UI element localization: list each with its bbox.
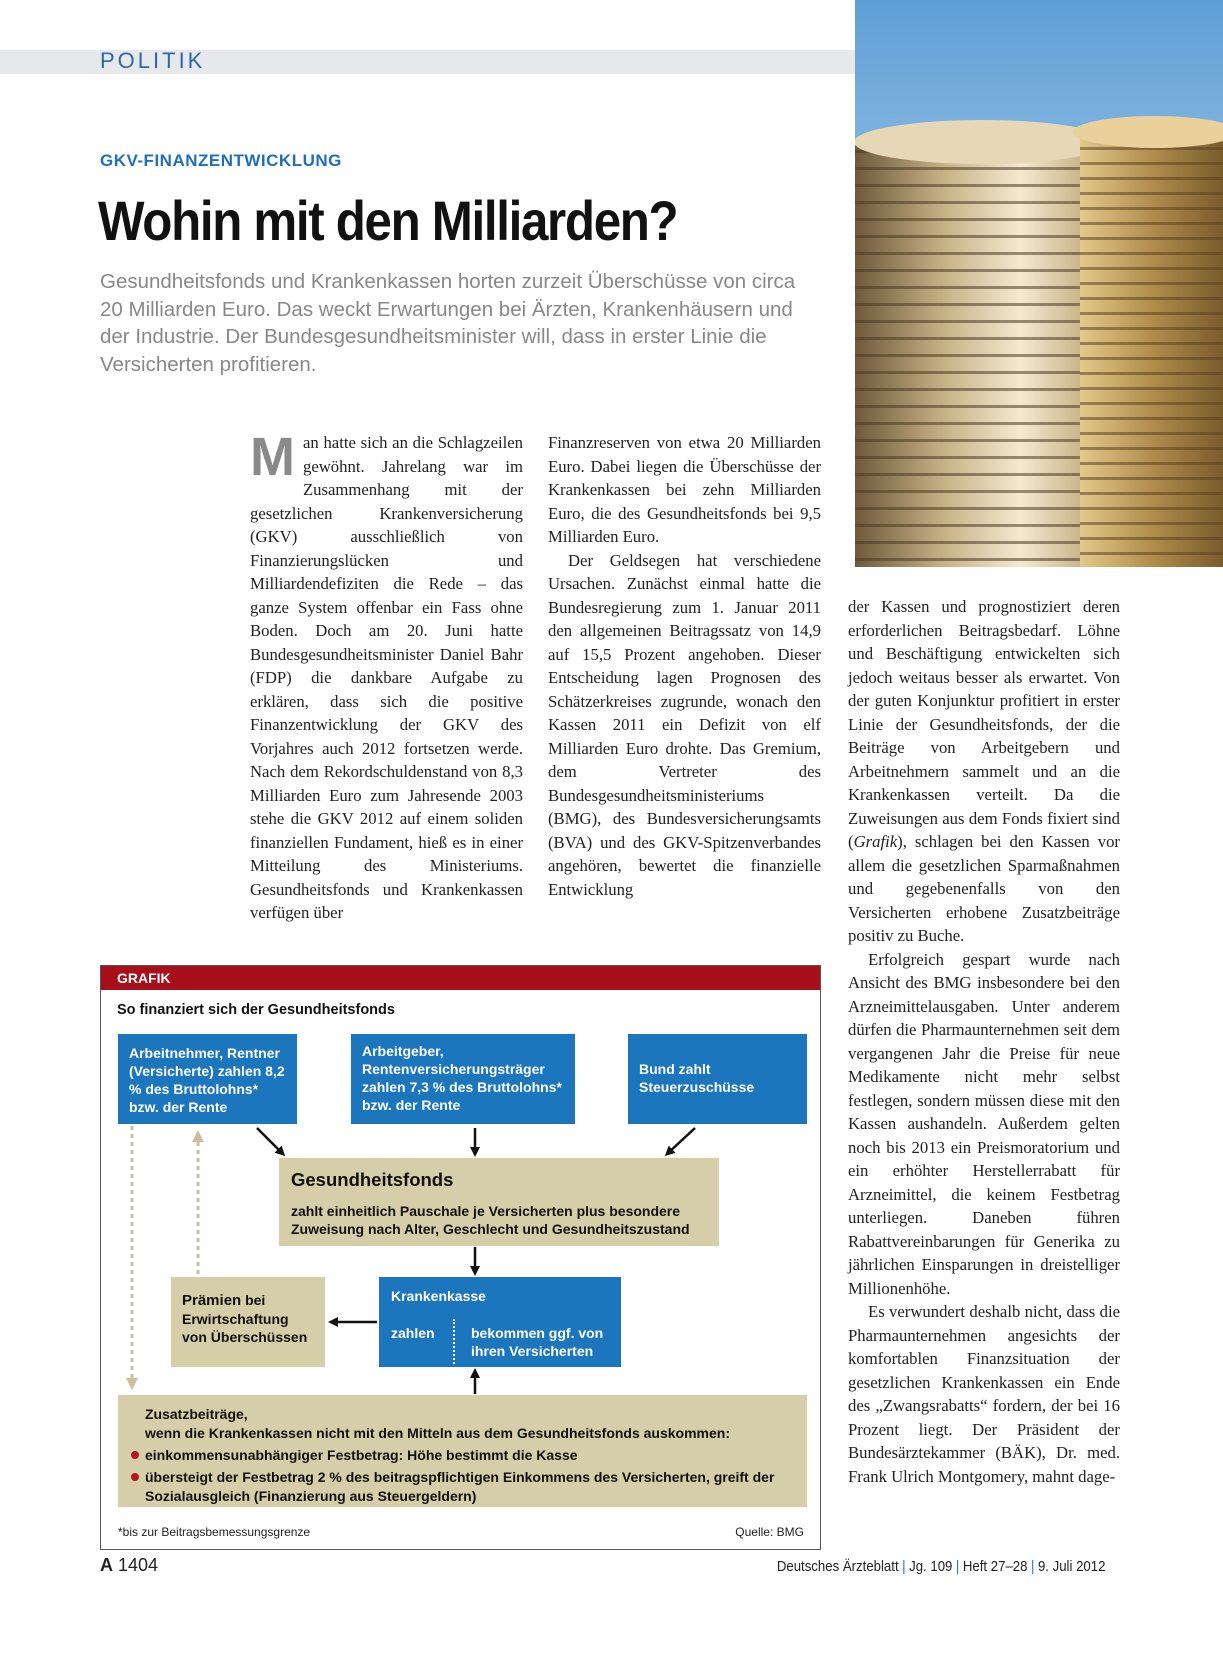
fonds-text-emphasis: einheitlich Pauschale	[326, 1203, 470, 1219]
grafik-source: Quelle: BMG	[735, 1525, 804, 1539]
grafik-reference: Grafik	[853, 832, 898, 851]
paragraph: Der Geldsegen hat verschiedene Ursachen. Zunächst einmal hatte die Bundesregierung zum 1. Januar 2011 den allgemeinen Beitragssatz von 14,9 auf 15,5 Prozent angehoben. Dieser Entscheidung lagen Prognosen des Schätzerkreises zugrunde, wonach den Kassen 2011 ein Defizit von elf Milliarden Euro drohte. Das Gremium, dem Vertreter des Bundesgesundheitsministeriums (BMG), des Bundesversicherungsamts (BVA) und des GKV-Spitzenverbandes angehören, bewertet die finanzielle Entwicklung	[548, 550, 821, 899]
paragraph	[848, 595, 1120, 948]
journal-name: Deutsches Ärzteblatt	[776, 1558, 899, 1575]
paragraph-text: ), schlagen bei den Kassen vor allem die gesetzlichen Sparmaßnahmen und gegebenenfalls von den Versicherten erhobene Zusatzbeiträge positiv zu Buche.	[848, 832, 1120, 945]
krankenkasse-title: Krankenkasse	[391, 1288, 486, 1304]
journal-issue: Heft 27–28	[962, 1558, 1027, 1575]
page-prefix: A	[100, 1555, 113, 1575]
paragraph: Erfolgreich gespart wurde nach Ansicht des BMG insbesondere bei den Arzneimittelausgaben. Unter anderem dürfen die Pharmaunternehmen seit dem vergangenen Jahr die Preise für neue Medikamente nicht mehr selbst festlegen, sondern müssen diese mit den Kassen aushandeln. Außerdem gelten noch bis 2013 ein Preismoratorium und ein erhöhter Herstellerrabatt für Arzneimittel, die keinem Festbetrag unterliegen. Daneben führen Rabattvereinbarungen für Generika zu jährlichen Einsparungen in dreistelliger Millionenhöhe.	[848, 949, 1120, 1298]
zusatz-bullet: einkommensunabhängiger Festbetrag: Höhe bestimmt die Kasse	[145, 1446, 796, 1465]
paragraph: Finanzreserven von etwa 20 Milliarden Euro. Dabei liegen die Überschüsse der Krankenkassen bei zehn Milliarden Euro, die des Gesundheitsfonds bei 9,5 Milliarden Euro.	[548, 433, 821, 546]
fonds-text	[291, 1202, 707, 1238]
krankenkasse-zahlen: zahlen	[391, 1325, 435, 1341]
column-1	[250, 427, 523, 925]
journal-footer: Deutsches Ärzteblatt | Jg. 109 | Heft 27–28 | 9. Juli 2012	[776, 1558, 1105, 1575]
page-number-value: 1404	[118, 1555, 159, 1575]
grafik-label: GRAFIK	[101, 966, 820, 990]
box-zusatzbeitraege	[118, 1395, 807, 1507]
coins-photo	[855, 0, 1223, 567]
krankenkasse-divider	[453, 1319, 455, 1364]
paragraph-text: der Kassen und prognostiziert deren erforderlichen Beitragsbedarf. Löhne und Beschäftigung entwickelten sich jedoch weitaus besser als erwartet. Von der guten Konjunktur profitiert in erster Linie der Gesundheitsfonds, der die Beiträge von Arbeitgebern und Arbeitnehmern sammelt und an die Krankenkassen verteilt. Da die Zuweisungen aus dem Fonds fixiert sind (	[848, 597, 1120, 851]
grafik-diagram	[100, 965, 821, 1550]
fonds-title: Gesundheitsfonds	[291, 1169, 454, 1190]
column-3	[848, 595, 1120, 1488]
paragraph: Es verwundert deshalb nicht, dass die Pharmaunternehmen angesichts der komfortablen Finanzsituation der gesetzlichen Krankenkassen ein Ende des „Zwangsrabatts“ fordern, der bei 16 Prozent liegt. Der Präsident der Bundesärztekammer (BÄK), Dr. med. Frank Ulrich Montgomery, mahnt dage-	[848, 1302, 1120, 1486]
arrow	[667, 1128, 695, 1154]
paragraph	[250, 427, 523, 925]
article-kicker: GKV-FINANZENTWICKLUNG	[100, 151, 342, 170]
praemien-title: Prämien	[182, 1292, 242, 1309]
paragraph-text: an hatte sich an die Schlagzeilen gewöhnt. Jahrelang war im Zusammenhang mit der gesetzlichen Krankenversicherung (GKV) ausschließlich von Finanzierungslücken und Milliardendefiziten die Rede – das ganze System offenbar ein Fass ohne Boden. Doch am 20. Juni hatte Bundesgesundheitsminister Daniel Bahr (FDP) die dankbare Aufgabe zu erklären, dass sich die positive Finanzentwicklung der GKV des Vorjahres auch 2012 fortsetzen werde. Nach dem Rekordschuldenstand von 8,3 Milliarden Euro zum Jahresende 2003 stehe die GKV 2012 auf einem soliden finanziellen Fundament, hieß es in einer Mitteilung des Ministeriums. Gesundheitsfonds und Krankenkassen verfügen über	[250, 433, 523, 922]
box-praemien	[171, 1277, 325, 1367]
praemien-text: bei Erwirtschaftung von Überschüssen	[182, 1292, 308, 1345]
fonds-text-part: je Versicherten plus besondere Zuweisung nach Alter, Geschlecht und Gesundheitszustand	[291, 1203, 690, 1237]
fonds-text-part: zahlt	[291, 1203, 327, 1219]
box-krankenkasse	[379, 1277, 621, 1367]
zusatz-line: wenn die Krankenkassen nicht mit den Mitteln aus dem Gesundheitsfonds auskommen:	[145, 1425, 731, 1441]
article-lede: Gesundheitsfonds und Krankenkassen horten zurzeit Überschüsse von circa 20 Milliarden Euro. Das weckt Erwartungen bei Ärzten, Krankenhäusern und der Industrie. Der Bundesgesundheitsminister will, dass in erster Linie die Versicherten profitieren.	[100, 270, 796, 376]
box-gesundheitsfonds	[279, 1158, 719, 1246]
krankenkasse-bekommen: bekommen ggf. von ihren Versicherten	[471, 1325, 604, 1359]
journal-date: 9. Juli 2012	[1037, 1558, 1105, 1575]
box-arbeitgeber: Arbeitgeber, Rentenversicherungsträger zahlen 7,3 % des Bruttolohns* bzw. der Rente	[351, 1034, 575, 1124]
grafik-footnote: *bis zur Beitragsbemessungsgrenze	[118, 1525, 311, 1539]
box-arbeitnehmer: Arbeitnehmer, Rentner (Versicherte) zahlen 8,2 % des Bruttolohns* bzw. der Rente	[118, 1034, 297, 1124]
arrow	[257, 1128, 283, 1154]
section-label: POLITIK	[100, 48, 206, 73]
column-2	[548, 431, 821, 901]
zusatz-bullet: übersteigt der Festbetrag 2 % des beitragspflichtigen Einkommens des Versicherten, greift der Sozialausgleich (Finanzierung aus Steuergeldern)	[145, 1468, 796, 1506]
page-number	[100, 1555, 158, 1576]
journal-volume: Jg. 109	[908, 1558, 952, 1575]
article-headline: Wohin mit den Milliarden?	[98, 189, 678, 252]
zusatz-title: Zusatzbeiträge,	[145, 1406, 248, 1422]
box-bund: Bund zahlt Steuerzuschüsse	[628, 1034, 807, 1124]
grafik-title: So finanziert sich der Gesundheitsfonds	[117, 1002, 395, 1018]
dropcap: M	[250, 427, 295, 487]
